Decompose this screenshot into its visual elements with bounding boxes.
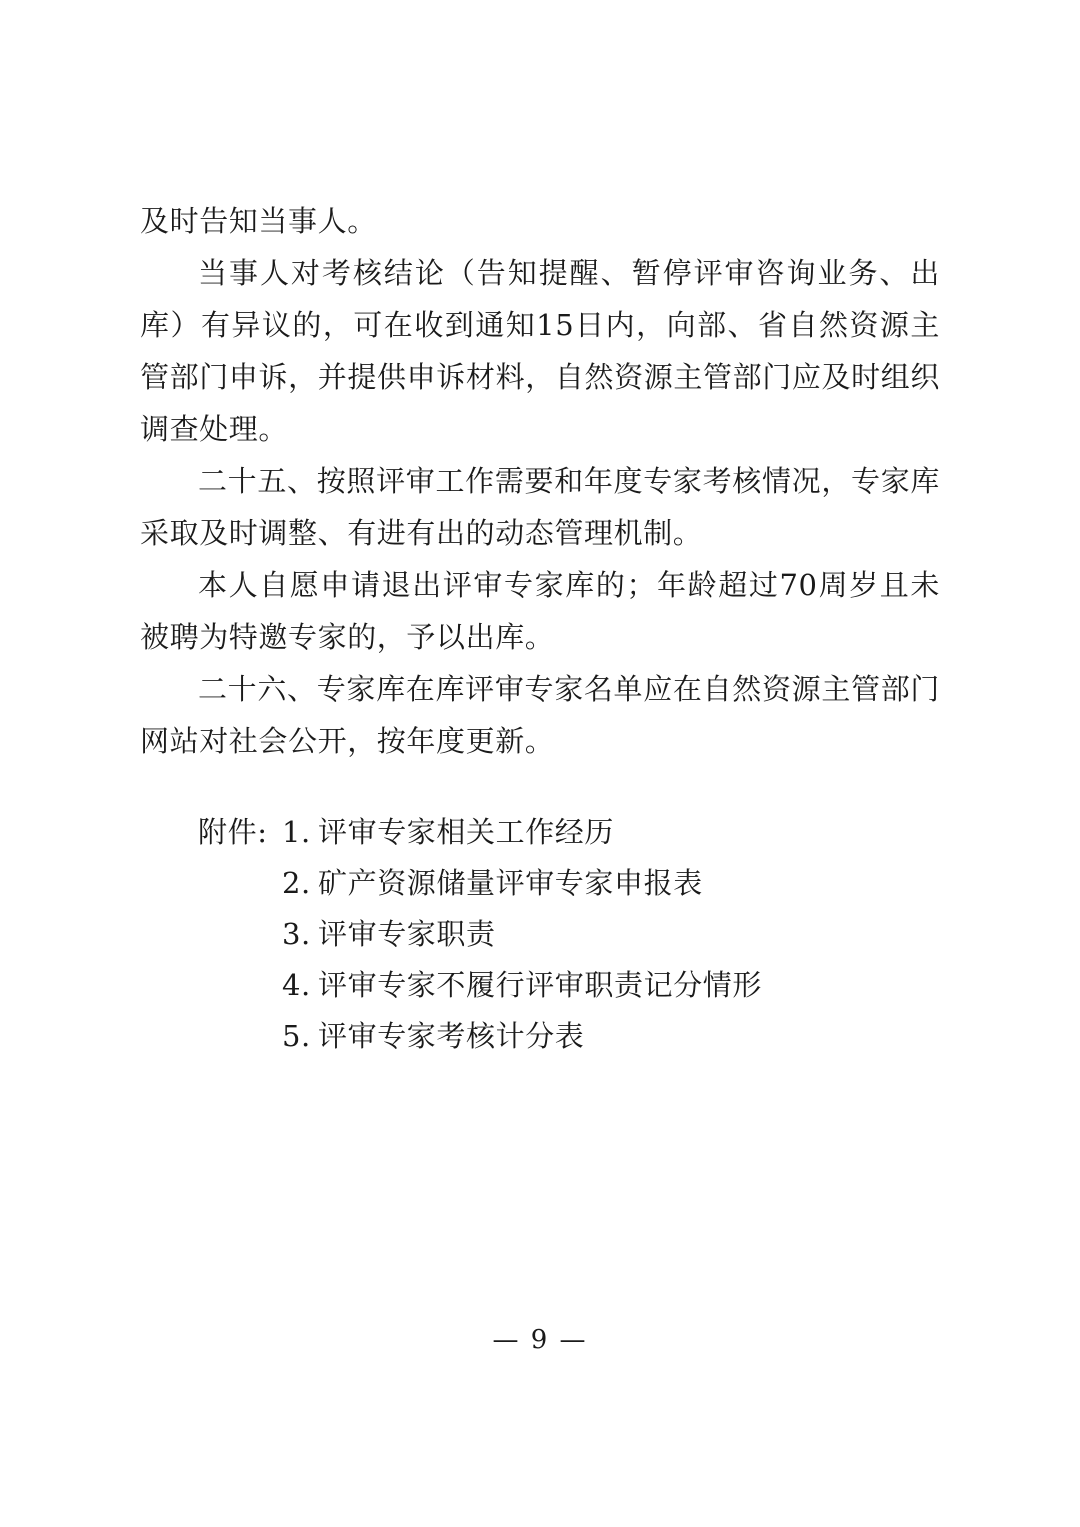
attachments-label: 附件: [198, 815, 268, 849]
attachment-number: 1. [282, 815, 311, 849]
attachment-row [198, 960, 938, 1011]
attachment-item [282, 858, 703, 909]
attachment-item [282, 807, 614, 858]
attachment-row [198, 1011, 938, 1062]
attachment-number: 3. [282, 917, 311, 951]
attachment-title: 评审专家职责 [318, 917, 496, 951]
body-text [140, 195, 940, 767]
attachment-item [282, 960, 762, 1011]
attachment-number: 4. [282, 968, 311, 1002]
attachment-title: 矿产资源储量评审专家申报表 [318, 866, 703, 900]
attachment-row [198, 807, 938, 858]
paragraph: 及时告知当事人。 [140, 204, 377, 238]
attachment-number: 5. [282, 1019, 311, 1053]
page-number: — 9 — [492, 1325, 588, 1355]
attachment-title: 评审专家考核计分表 [318, 1019, 585, 1053]
paragraph: 当事人对考核结论（告知提醒、暂停评审咨询业务、出库）有异议的，可在收到通知15日内，向部、省自然资源主管部门申诉，并提供申诉材料，自然资源主管部门应及时组织调查处理。 [140, 256, 940, 446]
attachment-item [282, 1011, 584, 1062]
attachment-title: 评审专家相关工作经历 [318, 815, 615, 849]
attachment-item [282, 909, 496, 960]
paragraph: 本人自愿申请退出评审专家库的；年龄超过70周岁且未被聘为特邀专家的，予以出库。 [140, 568, 940, 654]
attachment-number: 2. [282, 866, 311, 900]
attachment-title: 评审专家不履行评审职责记分情形 [318, 968, 763, 1002]
attachments-list [198, 807, 938, 1062]
attachment-row [198, 858, 938, 909]
paragraph: 二十五、按照评审工作需要和年度专家考核情况，专家库采取及时调整、有进有出的动态管理机制。 [140, 464, 940, 550]
paragraph: 二十六、专家库在库评审专家名单应在自然资源主管部门网站对社会公开，按年度更新。 [140, 672, 940, 758]
attachment-row [198, 909, 938, 960]
